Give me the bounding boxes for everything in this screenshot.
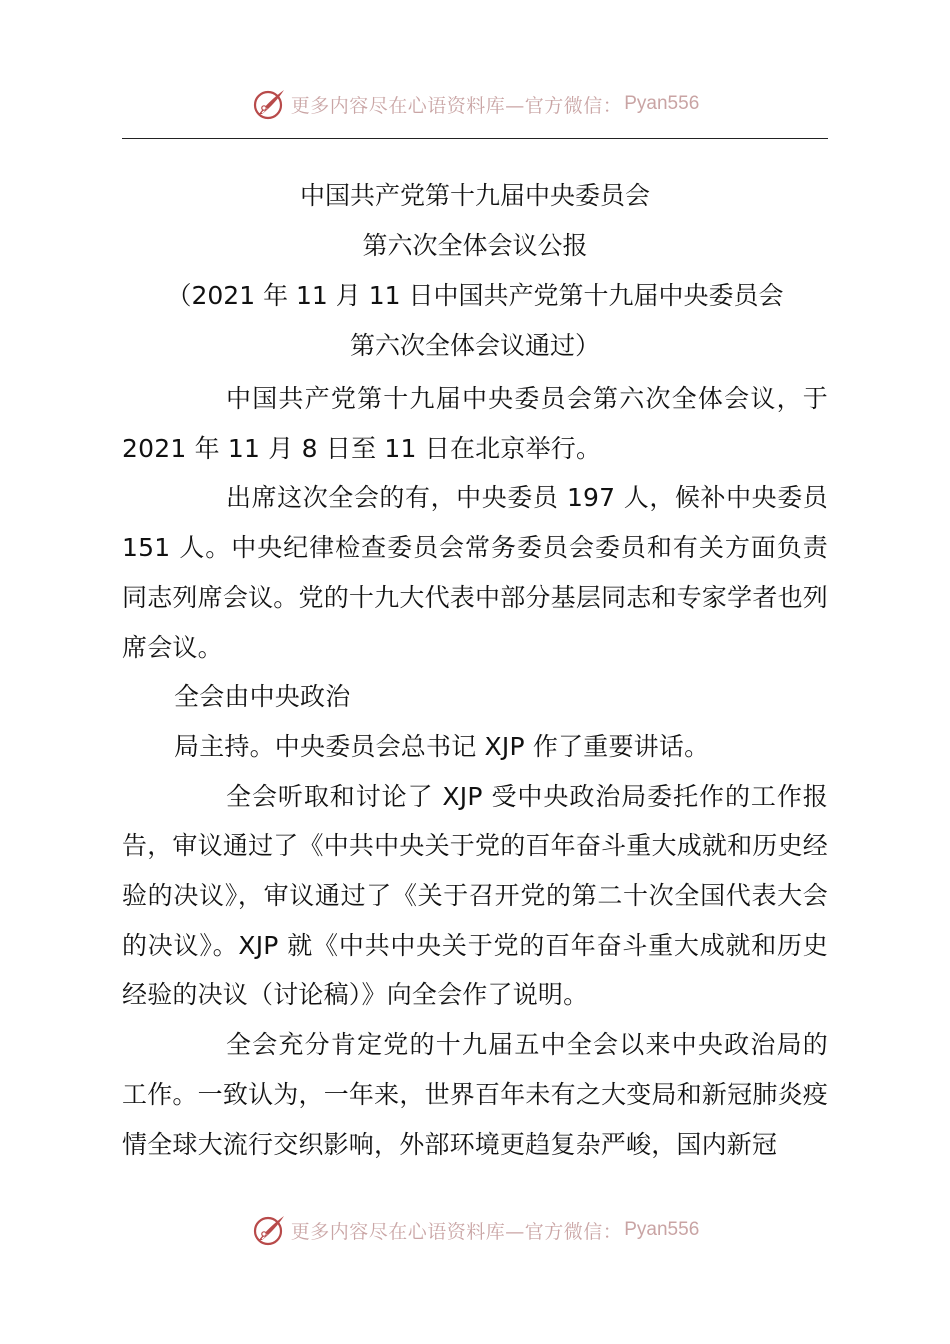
title-line-3: （2021 年 11 月 11 日中国共产党第十九届中央委员会 xyxy=(166,281,784,310)
document-body xyxy=(122,374,828,1169)
footer-watermark xyxy=(0,1210,950,1250)
watermark-account: Pyan556 xyxy=(624,1219,700,1240)
paragraph-2: 出席这次全会的有，中央委员 197 人，候补中央委员151 人。中央纪律检查委员会常务委员会委员和有关方面负责同志列席会议。党的十九大代表中部分基层同志和专家学者也列席会议。 xyxy=(122,483,828,662)
quill-pen-logo-icon xyxy=(251,86,287,122)
paragraph-3-line-2: 局主持。中央委员会总书记 XJP 作了重要讲话。 xyxy=(174,731,710,761)
paragraph-3-line-1: 全会由中央政治 xyxy=(174,682,351,712)
paragraph-1: 中国共产党第十九届中央委员会第六次全体会议，于2021 年 11 月 8 日至 11 日在北京举行。 xyxy=(122,384,828,463)
header-divider xyxy=(122,138,828,139)
title-line-1: 中国共产党第十九届中央委员会 xyxy=(299,181,650,210)
watermark-text: 更多内容尽在心语资料库—官方微信： xyxy=(290,1220,623,1243)
watermark-text: 更多内容尽在心语资料库—官方微信： xyxy=(290,94,623,117)
header-watermark xyxy=(0,84,950,124)
paragraph-4: 全会听取和讨论了 XJP 受中央政治局委托作的工作报告，审议通过了《中共中央关于党的百年奋斗重大成就和历史经验的决议》，审议通过了《关于召开党的第二十次全国代表大会的决议》。XJP 就《中共中央关于党的百年奋斗重大成就和历史经验的决议（讨论稿）》向全会作了说明。 xyxy=(122,781,828,1010)
watermark-account: Pyan556 xyxy=(624,93,700,114)
title-line-4: 第六次全体会议通过） xyxy=(349,331,600,360)
paragraph-5: 全会充分肯定党的十九届五中全会以来中央政治局的工作。一致认为，一年来，世界百年未有之大变局和新冠肺炎疫情全球大流行交织影响，外部环境更趋复杂严峻，国内新冠 xyxy=(122,1030,828,1159)
quill-pen-logo-icon xyxy=(251,1212,287,1248)
title-line-2: 第六次全体会议公报 xyxy=(362,231,588,260)
